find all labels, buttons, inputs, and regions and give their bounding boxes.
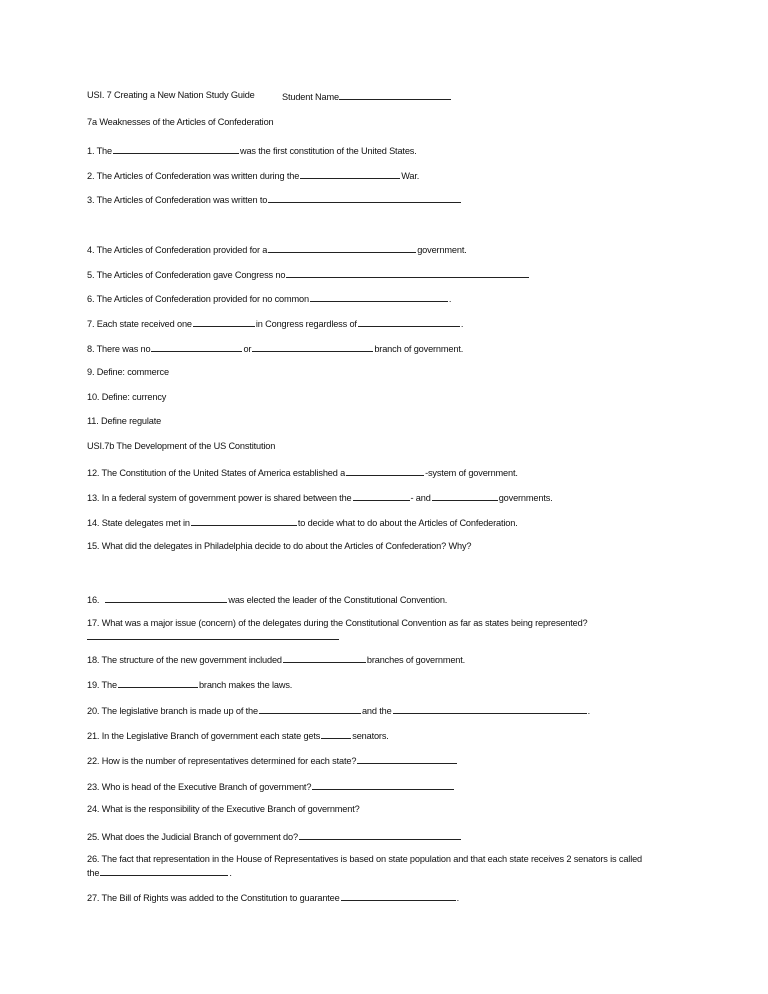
question-14 [87,516,518,528]
question-text: 16. [87,595,100,605]
question-text: was elected the leader of the Constitutional Convention. [228,595,448,605]
question-21 [87,729,389,741]
question-1 [87,144,417,156]
question-text: senators. [352,731,389,741]
question-17-answer-line[interactable] [87,630,339,642]
blank[interactable] [259,704,361,714]
section-7a-heading: 7a Weaknesses of the Articles of Confederation [87,117,274,127]
blank[interactable] [283,653,366,663]
question-23 [87,780,455,792]
blank[interactable] [118,678,198,688]
question-text: 12. The Constitution of the United States of America established a [87,468,346,478]
question-7 [87,317,463,329]
question-text: branch of government. [374,344,464,354]
question-text: . [229,868,232,878]
question-text: in Congress regardless of [255,319,357,329]
question-22 [87,754,458,766]
question-18 [87,653,465,665]
question-text: 21. In the Legislative Branch of government each state gets [87,731,321,741]
question-2 [87,169,419,181]
question-5 [87,268,530,280]
question-6 [87,292,451,304]
header [87,90,339,102]
question-text: the [87,868,100,878]
question-15: 15. What did the delegates in Philadelphia decide to do about the Articles of Confederation? Why? [87,541,472,551]
question-text: . [587,706,590,716]
blank[interactable] [105,593,227,603]
question-13 [87,491,553,503]
question-25 [87,830,462,842]
question-26: 26. The fact that representation in the House of Representatives is based on state population and that each state receives 2 senators is called [87,854,642,864]
blank[interactable] [346,466,424,476]
blank[interactable] [100,866,228,876]
question-text: . [460,319,464,329]
question-text: . [456,893,460,903]
blank[interactable] [268,243,416,253]
question-text: 27. The Bill of Rights was added to the Constitution to guarantee [87,893,340,903]
question-text: . [448,294,452,304]
question-text: - and [410,493,431,503]
blank[interactable] [358,317,460,327]
blank[interactable] [432,491,498,501]
question-text: to decide what to do about the Articles of Confederation. [297,518,518,528]
question-text: 3. The Articles of Confederation was written to [87,195,268,205]
question-text: was the first constitution of the United States. [239,146,417,156]
question-text: government. [417,245,467,255]
question-24: 24. What is the responsibility of the Executive Branch of government? [87,804,360,814]
question-text: 8. There was no [87,344,151,354]
question-10: 10. Define: currency [87,392,167,402]
blank[interactable] [299,830,461,840]
blank[interactable] [191,516,297,526]
blank[interactable] [312,780,454,790]
section-7b-heading: USI.7b The Development of the US Constitution [87,441,276,451]
blank[interactable] [310,292,448,302]
question-text: and the [361,706,392,716]
question-17: 17. What was a major issue (concern) of the delegates during the Constitutional Convention as far as states being represented? [87,618,588,628]
question-text: 19. The [87,680,117,690]
blank[interactable] [113,144,239,154]
question-4 [87,243,467,255]
question-text: governments. [498,493,553,503]
question-26-cont [87,866,232,878]
question-text: 7. Each state received one [87,319,192,329]
question-text: 14. State delegates met in [87,518,190,528]
question-text: 2. The Articles of Confederation was written during the [87,171,300,181]
question-text: 20. The legislative branch is made up of the [87,706,258,716]
blank[interactable] [357,754,457,764]
blank[interactable] [252,342,373,352]
question-text: -system of government. [425,468,518,478]
question-text: War. [401,171,420,181]
question-8 [87,342,463,354]
question-27 [87,891,459,903]
question-11: 11. Define regulate [87,416,162,426]
blank[interactable] [151,342,242,352]
question-text: branch makes the laws. [198,680,293,690]
blank[interactable] [339,90,451,100]
question-text: 22. How is the number of representatives determined for each state? [87,756,357,766]
blank[interactable] [193,317,255,327]
question-text: branches of government. [366,655,466,665]
question-text: 23. Who is head of the Executive Branch of government? [87,782,312,792]
blank[interactable] [300,169,400,179]
question-20 [87,704,590,716]
question-text: 5. The Articles of Confederation gave Congress no [87,270,286,280]
question-16 [87,593,447,605]
question-text: or [243,344,252,354]
question-text: 25. What does the Judicial Branch of government do? [87,832,298,842]
question-text: 6. The Articles of Confederation provided for no common [87,294,309,304]
question-9: 9. Define: commerce [87,367,169,377]
student-name-field[interactable] [282,90,451,102]
guide-title: USI. 7 Creating a New Nation Study Guide [87,90,255,100]
blank[interactable] [268,193,461,203]
question-text: 13. In a federal system of government power is shared between the [87,493,352,503]
blank[interactable] [341,891,456,901]
student-name-label: Student Name [282,92,339,102]
question-text: 1. The [87,146,112,156]
blank[interactable] [353,491,410,501]
blank[interactable] [393,704,587,714]
question-text: 4. The Articles of Confederation provided for a [87,245,268,255]
question-text: 18. The structure of the new government included [87,655,282,665]
question-19 [87,678,292,690]
blank[interactable] [286,268,529,278]
question-3 [87,193,462,205]
blank[interactable] [321,729,351,739]
question-12 [87,466,518,478]
